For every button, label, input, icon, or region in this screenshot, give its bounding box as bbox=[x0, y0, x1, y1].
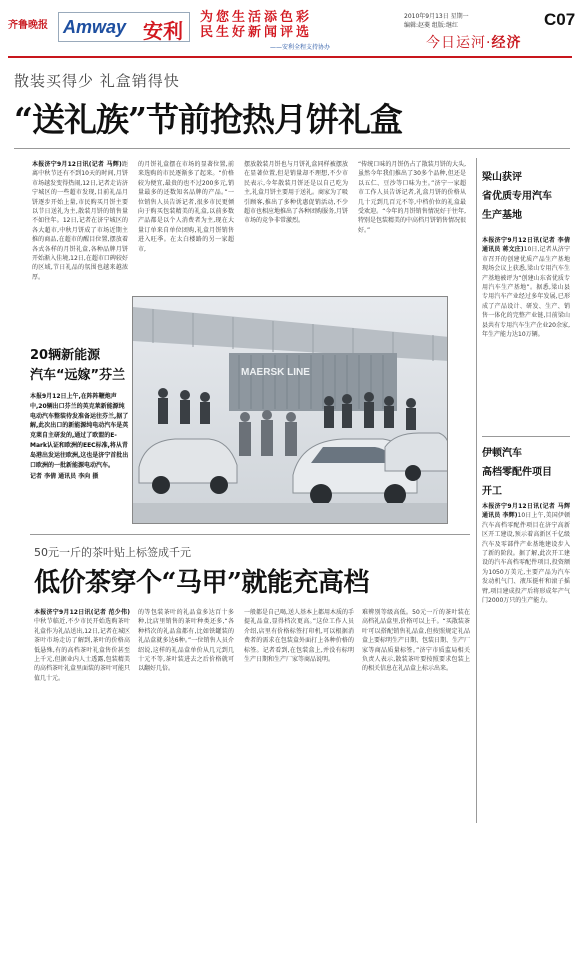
tea-column-2 bbox=[138, 608, 234, 760]
tea-col1-text: 中秋节临近,不少市民开始选购茶叶礼盒作为礼品送出,12日,记者在城区茶叶市场走访了解到,茶叶的价格高低悬殊,有的高档茶叶礼盒售价甚至上千元,但据业内人士透露,包装精美的高档茶叶礼盒里面装的茶叶可能只值几十元。 bbox=[34, 618, 130, 682]
tea-column-3 bbox=[244, 608, 354, 760]
tea-headline: 低价茶穿个“马甲”就能充高档 bbox=[34, 568, 369, 598]
story-liangshan-body bbox=[482, 236, 570, 430]
tea-subtitle: 50元一斤的茶叶贴上标签成千元 bbox=[34, 546, 191, 559]
ad-brand-cn: 安利 bbox=[143, 19, 183, 43]
tea-rule bbox=[30, 534, 470, 535]
tea-column-4 bbox=[362, 608, 470, 760]
lead-headline: “送礼族”节前抢热月饼礼盒 bbox=[14, 100, 402, 139]
new-energy-byline: 记者 李倩 通讯员 李向 摄 bbox=[30, 473, 99, 481]
new-energy-caption bbox=[30, 392, 130, 482]
ad-slogan bbox=[200, 10, 370, 40]
story-liangshan-title-line2: 省优质专用汽车 bbox=[482, 191, 552, 202]
ad-slogan-line2: 民生好新闻评选 bbox=[200, 25, 313, 40]
photo-electric-cars-image bbox=[133, 297, 448, 524]
new-energy-text: 本报9月12日上午,在阵阵鞭炮声中,20辆出口芬兰的英克莱新能源纯电动汽车整装待发准备运往芬兰,据了解,此次出口的新能源纯电动汽车是英克莱自主研发的,通过了欧盟的E-Mark认证和欧洲的EEC标准,将从青岛港出发运往欧洲,这也是济宁首批出口欧洲的一批新能源电动汽车。 bbox=[30, 393, 129, 469]
paper-logo: 齐鲁晚报 bbox=[8, 20, 48, 31]
ad-small-text: ——安利全程支持协办 bbox=[270, 44, 331, 51]
ad-brand: Amway bbox=[63, 17, 127, 37]
story-eaton-title-line2: 高档零配件项目 bbox=[482, 467, 552, 478]
lead-subtitle: 散装买得少 礼盒销得快 bbox=[14, 72, 180, 90]
right-column-rule bbox=[476, 158, 477, 823]
ad-slogan-line1: 为您生活添色彩 bbox=[200, 10, 313, 25]
story-liangshan-title-line1: 梁山获评 bbox=[482, 172, 522, 183]
tea-col3-text: 一般都是自己喝,送人基本上都用木质的手提礼品盒,显得档次更高。”这位工作人员介绍,店里有价格标签打印机,可以根据消费者的需求在包装盒外面打上各种价格的标签。记者看到,在包装盒上,并没有标明生产日期和生产厂家等商品说明。 bbox=[244, 609, 354, 664]
story-liangshan-byline: 本报济宁9月12日讯(记者 李倩 通讯员 蒋文庄) bbox=[482, 237, 570, 254]
issue-editors: 编辑:赵菱 组版:继红 bbox=[404, 22, 458, 29]
lead-column-2 bbox=[138, 160, 234, 292]
story-liangshan-text: 10日,记者从济宁市召开的创建优质产品生产基地现场会议上获悉,梁山专用汽车生产基地被评为“创建山东省优质专用汽车生产基地”。据悉,梁山县专用汽车产业经过多年发展,已形成了产品设计、研发、生产、销售一体化的完整产业链,目前梁山县共有专用汽车生产企业20余家,年生产能力达10万辆。 bbox=[482, 246, 570, 339]
lead-col4-text: “传统口味的月饼仍占了散装月饼的大头,虽然今年我们推出了30多个品种,但还是以五仁、豆沙等口味为主。”济宁一家超市工作人员告诉记者,礼盒月饼的价格从几十元到几百元不等,中档价位的礼盒最受欢迎。“今年的月饼销售情况好于往年,特别是包装精美的中高档月饼销售情况很好。” bbox=[358, 161, 466, 234]
section-title: 经济 bbox=[491, 35, 522, 51]
section-name bbox=[426, 32, 521, 52]
right-column-divider bbox=[482, 436, 570, 437]
story-liangshan-headline bbox=[482, 168, 552, 225]
lead-rule bbox=[14, 148, 570, 149]
lead-column-1 bbox=[32, 160, 128, 292]
story-liangshan-title-line3: 生产基地 bbox=[482, 210, 522, 221]
tea-column-1 bbox=[34, 608, 130, 760]
tea-col4-text: 难辨别等级高低。50元一斤的茶叶装在高档礼品盒里,价格可以上千。“买散装茶叶可以搭配销售礼品盒,但按照规定礼品盒上要标明生产日期、包装日期、生产厂家等商品质量标签。”济宁市质监局相关负责人表示,散装茶叶要按照要求包装上的相关信息在礼品盒上标示出来。 bbox=[362, 609, 470, 673]
lead-col1-text: 距离中秋节还有不到10天的时间,月饼市场越发变得热闹,12日,记者走访济宁城区的一些超市发现,目前礼品月饼逐步开始上量,市民购买月饼主要以节日送礼为主,散装月饼的销售量不如往年。12日,记者在济宁城区的各大超市,中秋月饼成了市场近期主推的商品,在超市的醒目位置,摆放着各式各样的月饼礼盒,各种品牌月饼开始渐入佳境,12日,在超市口碑较好的区域,节日礼品的氛围也越来越浓厚。 bbox=[32, 161, 128, 281]
story-eaton-title-line1: 伊顿汽车 bbox=[482, 448, 522, 459]
lead-column-4 bbox=[358, 160, 466, 270]
issue-date: 2010年9月13日 星期一 bbox=[404, 13, 469, 20]
amway-ad-logo bbox=[58, 12, 190, 42]
new-energy-headline bbox=[30, 346, 125, 386]
story-eaton-title-line3: 开工 bbox=[482, 486, 502, 497]
masthead bbox=[8, 10, 576, 54]
lead-byline: 本报济宁9月12日讯(记者 马辉) bbox=[32, 161, 122, 168]
story-eaton-byline: 本报济宁9月12日讯(记者 马辉 通讯员 李辉) bbox=[482, 503, 570, 520]
tea-byline: 本报济宁9月12日讯(记者 范少伟) bbox=[34, 609, 130, 616]
new-energy-title-line1: 20辆新能源 bbox=[30, 348, 101, 363]
story-eaton-body bbox=[482, 502, 570, 820]
container-sign: MAERSK LINE bbox=[241, 367, 310, 378]
story-eaton-headline bbox=[482, 444, 552, 501]
lead-column-3 bbox=[244, 160, 348, 292]
issue-info bbox=[404, 12, 469, 30]
section-prefix: 今日运河· bbox=[426, 35, 492, 51]
story-eaton-text: 10日上午,美国伊顿汽车高档零配件项目在济宁高新区开工建设,预示着高新区千亿级汽车及零部件产业基地建设步入了新的阶段。据了解,此次开工建设的汽车高档零配件项目,投资额为1050万美元,主要产品为汽车发动机气门、液压挺杆和滚子摇臂,项目建成投产后将形成年产气门2000万只的生产能力。 bbox=[482, 512, 570, 605]
page-number: C07 bbox=[544, 10, 576, 29]
new-energy-title-line2: 汽车“远嫁”芬兰 bbox=[30, 368, 126, 383]
news-photo bbox=[132, 296, 448, 524]
header-rule bbox=[8, 56, 572, 58]
lead-col2-text: 的月饼礼盒摆在市场的显著位置,前来选购的市民逐渐多了起来。“价格较为便宜,最贵的也不过200多元,销量最多的还数知名品牌的产品。”一位销售人员告诉记者,很多市民更倾向于购买包装精美的礼盒,以前多数产品都是以个人消费者为主,现在大量订单来自单位团购,礼盒月饼销售进入旺季。在太白楼路的另一家超市, bbox=[138, 161, 234, 253]
tea-col2-text: 的等包装茶叶的礼品盒多达百十多种,比店里销售的茶叶种类还多,“各种档次的礼品盒都有,比如铁罐装的礼品盒就多达6种。”一位销售人员介绍说,这样的礼品盒单价从几元到几十元不等,茶叶装进去之后价格就可以翻好几倍。 bbox=[138, 609, 234, 673]
lead-col3-text: 摆放散装月饼也与月饼礼盒同样被摆放在显著位置,但是销量却不理想,不少市民表示,今年散装月饼还是以自己吃为主,礼盒月饼主要用于送礼。商家为了吸引顾客,推出了多种优惠促销活动,不少超市也相应地推出了各种团购服务,月饼市场的竞争非常激烈。 bbox=[244, 161, 348, 225]
